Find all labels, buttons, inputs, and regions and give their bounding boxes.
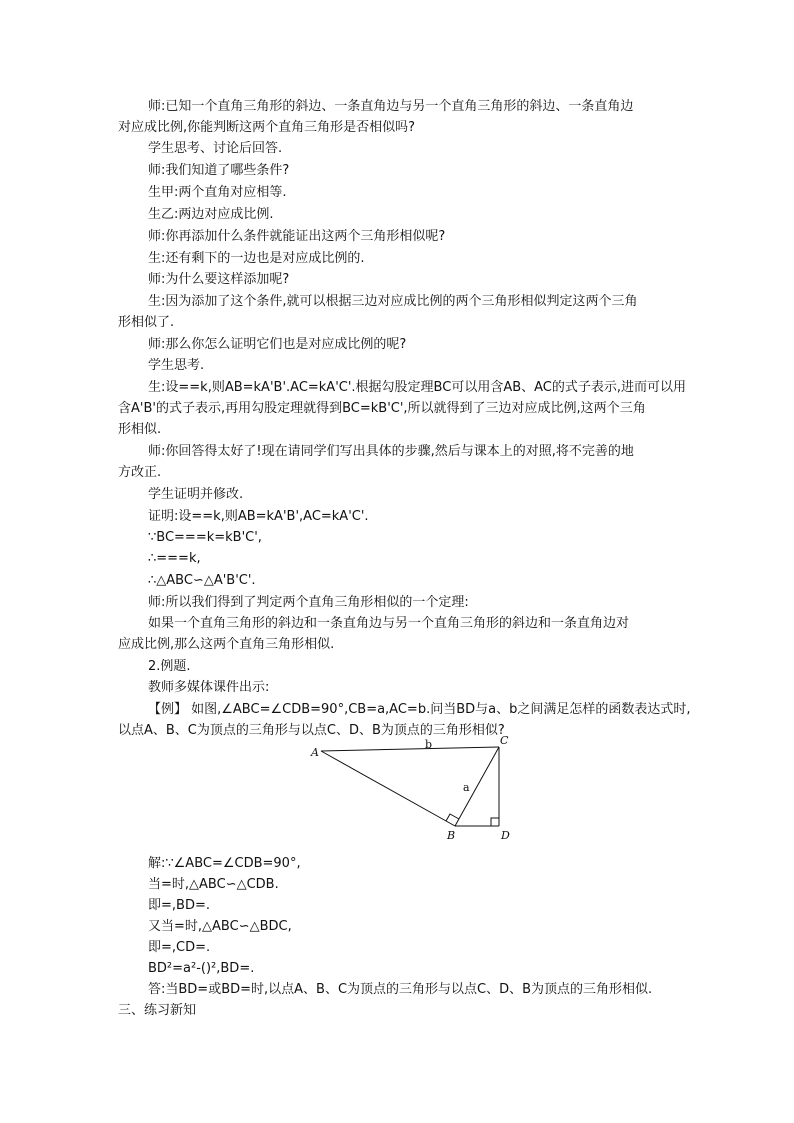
- text-line: 含A'B'的式子表示,再用勾股定理就得到BC=kB'C',所以就得到了三边对应成比例,这两个三角: [118, 401, 646, 416]
- right-angle-mark-B: [446, 814, 459, 821]
- triangle-figure: [300, 730, 530, 845]
- text-line: 以点A、B、C为顶点的三角形与以点C、D、B为顶点的三角形相似?: [118, 723, 505, 738]
- text-line: 对应成比例,你能判断这两个直角三角形是否相似吗?: [118, 120, 416, 135]
- text-line: 生乙:两边对应成比例.: [148, 207, 274, 222]
- label-b: b: [425, 738, 433, 751]
- text-line: 形相似了.: [118, 315, 175, 330]
- text-line: 师:已知一个直角三角形的斜边、一条直角边与另一个直角三角形的斜边、一条直角边: [148, 99, 634, 114]
- text-line: 师:我们知道了哪些条件?: [148, 163, 290, 178]
- text-line: 生:还有剩下的一边也是对应成比例的.: [148, 251, 365, 266]
- text-line: 生:因为添加了这个条件,就可以根据三边对应成比例的两个三角形相似判定这两个三角: [148, 294, 638, 309]
- solution-line: 即=,BD=.: [148, 898, 210, 913]
- text-line: 应成比例,那么这两个直角三角形相似.: [118, 637, 335, 652]
- text-line: 学生证明并修改.: [148, 487, 244, 502]
- segment-BC: [455, 747, 499, 826]
- label-a: a: [463, 781, 470, 794]
- text-line: 师:为什么要这样添加呢?: [148, 272, 290, 287]
- text-line: 方改正.: [118, 465, 162, 480]
- text-line: ∵BC===k=kB'C',: [148, 530, 262, 545]
- label-A: A: [311, 746, 319, 759]
- text-line: 师:所以我们得到了判定两个直角三角形相似的一个定理:: [148, 595, 469, 610]
- label-B: B: [447, 829, 456, 842]
- text-line: 学生思考、讨论后回答.: [148, 141, 283, 156]
- segment-AC: [321, 747, 499, 751]
- text-line: 2.例题.: [148, 659, 191, 674]
- right-angle-mark-D: [491, 818, 499, 826]
- text-line: 生:设==k,则AB=kA'B'.AC=kA'C'.根据勾股定理BC可以用含AB、AC的式子表示,进而可以用: [148, 380, 687, 395]
- solution-line: 答:当BD=或BD=时,以点A、B、C为顶点的三角形与以点C、D、B为顶点的三角形相似.: [148, 982, 653, 997]
- text-line: 【例】 如图,∠ABC=∠CDB=90°,CB=a,AC=b.问当BD与a、b之间满足怎样的函数表达式时,: [148, 702, 691, 717]
- text-line: 教师多媒体课件出示:: [148, 680, 270, 695]
- label-C: C: [500, 734, 509, 747]
- text-line: 如果一个直角三角形的斜边和一条直角边与另一个直角三角形的斜边和一条直角边对: [148, 616, 630, 631]
- solution-line: BD²=a²-()²,BD=.: [148, 961, 255, 976]
- text-line: ∴△ABC∽△A'B'C'.: [148, 573, 256, 588]
- text-line: 师:你回答得太好了!现在请同学们写出具体的步骤,然后与课本上的对照,将不完善的地: [148, 444, 634, 459]
- text-line: 形相似.: [118, 422, 162, 437]
- label-D: D: [501, 829, 510, 842]
- text-line: 师:你再添加什么条件就能证出这两个三角形相似呢?: [148, 229, 446, 244]
- text-line: 师:那么你怎么证明它们也是对应成比例的呢?: [148, 337, 407, 352]
- solution-line: 解:∵∠ABC=∠CDB=90°,: [148, 856, 301, 871]
- text-line: 学生思考.: [148, 358, 205, 373]
- solution-line: 又当=时,△ABC∽△BDC,: [148, 919, 292, 934]
- text-line: ∴===k,: [148, 551, 201, 566]
- text-line: 证明:设==k,则AB=kA'B',AC=kA'C'.: [148, 509, 369, 524]
- solution-line: 当=时,△ABC∽△CDB.: [148, 877, 279, 892]
- segment-AB: [321, 751, 455, 826]
- text-line: 生甲:两个直角对应相等.: [148, 185, 287, 200]
- section-heading: 三、练习新知: [118, 1003, 197, 1018]
- solution-line: 即=,CD=.: [148, 940, 211, 955]
